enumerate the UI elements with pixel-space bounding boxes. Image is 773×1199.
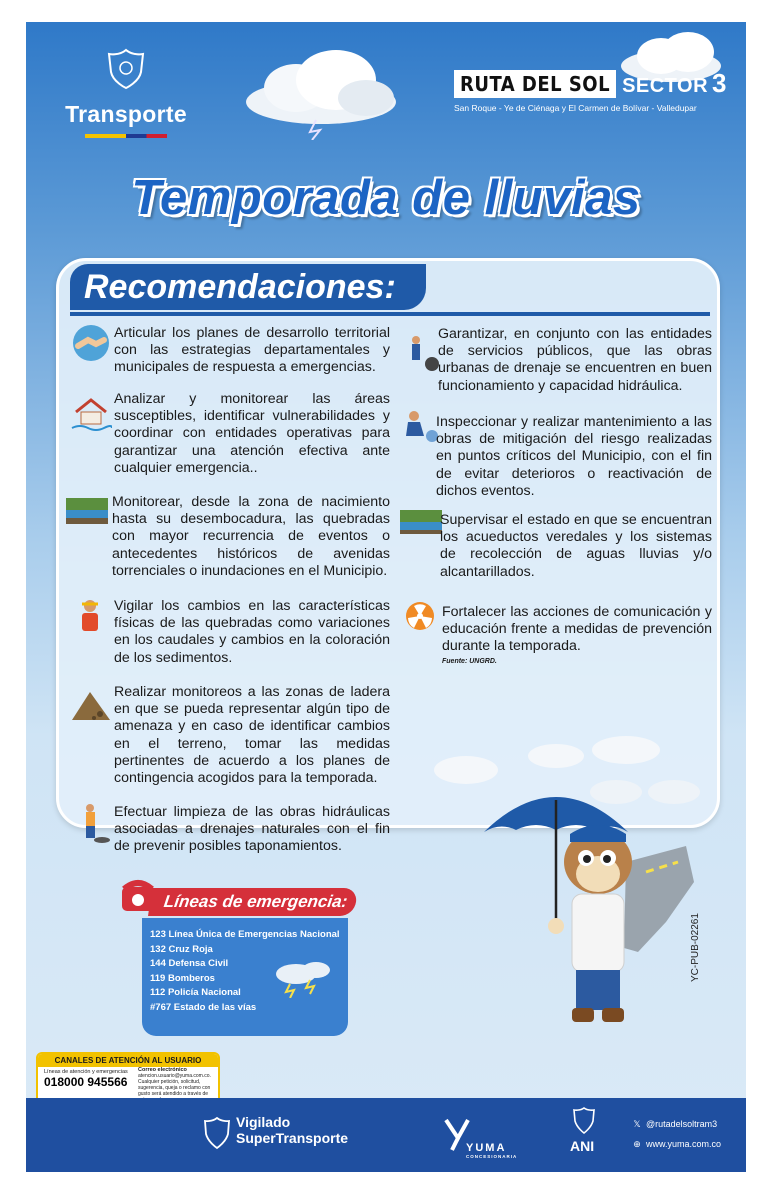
x-icon: 𝕏 [633,1119,641,1129]
emergency-line: 132 Cruz Roja [150,943,213,955]
ani-shield-icon [572,1106,596,1136]
emergency-line: 112 Policía Nacional [150,987,241,998]
recommendation-10: Fortalecer las acciones de comunicación y educación frente a medidas de prevención durante la temporada. [442,604,712,655]
brand-logo [454,68,734,113]
storm-cloud-icon [266,958,336,998]
twitter-link[interactable]: 𝕏 @rutadelsoltram3 [632,1114,721,1134]
channels-title: CANALES DE ATENCIÓN AL USUARIO [38,1054,218,1067]
recommendations-heading: Recomendaciones: [70,264,426,310]
emergency-line: 123 Línea Única de Emergencias Nacional [150,929,340,940]
aqueduct-icon [400,502,442,544]
recommendation-4: Vigilar los cambios en las características físicas de las quebradas como variaciones en los caudales y cambios en la coloración de los sedimentos. [114,598,390,666]
website-link[interactable]: ⊕ www.yuma.com.co [632,1134,721,1154]
publication-code: YC-PUB-02261 [690,913,701,982]
recommendation-7: Garantizar, en conjunto con las entidades de servicios públicos, que las obras urbanas de drenaje se encuentren en buen funcionamiento y capacidad hidráulica. [438,326,712,394]
brand-sector: SECTOR 3 [622,68,728,98]
flag-bar [85,134,167,138]
recommendation-5: Realizar monitoreos a las zonas de ladera en que se pueda representar algún tipo de amenaza y en caso de identificar cambios en el terreno, tomar las medidas pertinentes de acuerdo a los planes de contingencia acogidos para la temporada. [114,684,390,787]
channels-phone-label: Líneas de atención y emergencias [44,1069,128,1075]
emergency-heading: Líneas de emergencia: [148,888,358,916]
emergency-lines [142,918,348,1036]
radiation-icon [402,598,444,640]
source-note: Fuente: UNGRD. [442,658,497,665]
brand-ruta: RUTA DEL SOL [454,70,616,98]
flooded-house-icon [70,392,112,434]
ministry-name: Transporte [65,101,187,127]
recommendation-3: Monitorear, desde la zona de nacimiento hasta su desembocadura, las quebradas con mayor recurrencia de eventos o antecedentes históricos de avenidas torrenciales o inundaciones en el Municipio. [112,494,390,579]
recommendation-1: Articular los planes de desarrollo territorial con las estrategias departamentales y municipales de respuesta a emergencias. [114,325,390,376]
storm-cloud-icon [236,40,406,140]
recommendation-9: Supervisar el estado en que se encuentran los acueductos veredales y los sistemas de recolección de aguas lluvias y/o alcantarillados. [440,512,712,580]
vigilado-label: Vigilado SuperTransporte [236,1114,349,1146]
handshake-icon [70,322,112,364]
coat-of-arms-icon [202,1116,232,1150]
yuma-logo: YUMA CONCESIONARIA [466,1142,518,1159]
emergency-line: #767 Estado de las vías [150,1001,257,1013]
ministry-logo [56,46,196,138]
recommendation-2: Analizar y monitorear las áreas susceptibles, identificar vulnerabilidades y coordinar con entidades operativas para garantizar una atención efectiva ante cualquier emergencia.. [114,391,390,476]
footer [26,1098,746,1172]
landslide-icon [70,682,112,724]
ani-logo: ANI [570,1138,595,1154]
poster [26,22,746,1172]
river-icon [66,492,108,534]
mascot-illustration [426,722,726,1052]
worker-icon [70,596,112,638]
social-links [632,1114,721,1154]
brand-route: San Roque - Ye de Ciénaga y El Carmen de Bolívar - Valledupar [454,103,697,113]
channels-mail: Correo electrónico atencion.usuario@yuma.com.co. Cualquier petición, solicitud, sugerencia, queja o reclamo con gusto será atendido a través de [138,1067,211,1097]
heading-rule [70,312,710,316]
channels-phone[interactable]: 018000 945566 [44,1075,128,1089]
page-title: Temporada de lluvias [131,171,641,225]
coat-of-arms-icon [103,46,149,92]
emergency-line: 119 Bomberos [150,972,215,984]
recommendation-8: Inspeccionar y realizar mantenimiento a las obras de mitigación del riesgo realizadas en puntos críticos del Municipio, con el fin de evitar deterioros o reactivación de dichos eventos. [436,414,712,499]
emergency-line: 144 Defensa Civil [150,958,229,969]
globe-icon: ⊕ [633,1139,641,1149]
recommendation-6: Efectuar limpieza de las obras hidráulicas asociadas a drenajes naturales con el fin de prevenir posibles taponamientos. [114,804,390,855]
cleaning-worker-icon [74,802,116,844]
